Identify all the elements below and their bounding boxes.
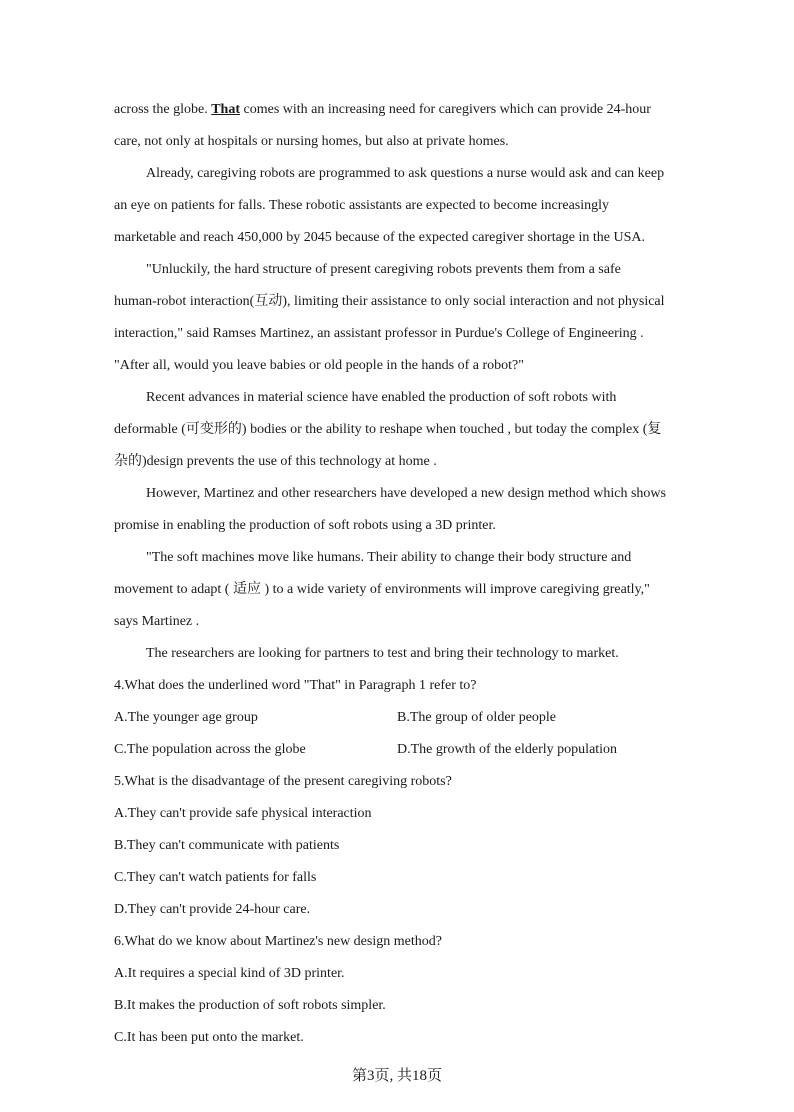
passage-line: human-robot interaction(互动), limiting their assistance to only social interaction and not physical: [114, 294, 665, 309]
passage-text: across the globe.: [114, 102, 212, 117]
passage-line: movement to adapt ( 适应 ) to a wide variety of environments will improve caregiving greatly,": [114, 582, 650, 597]
passage-line: However, Martinez and other researchers have developed a new design method which shows: [146, 486, 666, 501]
answer-option: D.The growth of the elderly population: [397, 742, 618, 757]
question-stem: 6.What do we know about Martinez's new design method?: [114, 934, 442, 949]
answer-option: C.The population across the globe: [114, 742, 306, 757]
passage-line: care, not only at hospitals or nursing homes, but also at private homes.: [114, 134, 509, 149]
passage-line: marketable and reach 450,000 by 2045 because of the expected caregiver shortage in the USA.: [114, 230, 646, 245]
answer-option: C.It has been put onto the market.: [114, 1030, 304, 1045]
answer-option: D.They can't provide 24-hour care.: [114, 902, 311, 917]
answer-option: A.They can't provide safe physical interaction: [114, 806, 372, 821]
passage-line: says Martinez .: [114, 614, 200, 629]
passage-line: an eye on patients for falls. These robotic assistants are expected to become increasingly: [114, 198, 610, 213]
passage-text: comes with an increasing need for caregivers which can provide 24-hour: [240, 102, 651, 117]
question-stem: 5.What is the disadvantage of the present caregiving robots?: [114, 774, 452, 789]
underlined-word: That: [211, 102, 240, 117]
answer-option: A.The younger age group: [114, 710, 258, 725]
answer-option: B.The group of older people: [397, 710, 557, 725]
passage-line: [114, 101, 651, 119]
passage-line: interaction," said Ramses Martinez, an assistant professor in Purdue's College of Engineering .: [114, 326, 644, 341]
passage-line: deformable (可变形的) bodies or the ability to reshape when touched , but today the complex (复: [114, 422, 662, 437]
answer-option: C.They can't watch patients for falls: [114, 870, 317, 885]
question-stem: 4.What does the underlined word "That" in Paragraph 1 refer to?: [114, 678, 477, 693]
passage-line: The researchers are looking for partners to test and bring their technology to market.: [146, 646, 619, 661]
answer-option: B.They can't communicate with patients: [114, 838, 340, 853]
passage-line: Recent advances in material science have enabled the production of soft robots with: [146, 390, 617, 405]
page-number: 第3页, 共18页: [351, 1068, 442, 1084]
passage-line: "After all, would you leave babies or old people in the hands of a robot?": [114, 358, 524, 373]
passage-line: 杂的)design prevents the use of this technology at home .: [114, 454, 437, 469]
answer-option: B.It makes the production of soft robots simpler.: [114, 998, 386, 1013]
passage-line: "Unluckily, the hard structure of present caregiving robots prevents them from a safe: [146, 262, 621, 277]
passage-line: promise in enabling the production of soft robots using a 3D printer.: [114, 518, 496, 533]
answer-option: A.It requires a special kind of 3D printer.: [114, 966, 345, 981]
passage-line: "The soft machines move like humans. Their ability to change their body structure and: [146, 550, 632, 565]
passage-line: Already, caregiving robots are programmed to ask questions a nurse would ask and can keep: [146, 166, 665, 181]
